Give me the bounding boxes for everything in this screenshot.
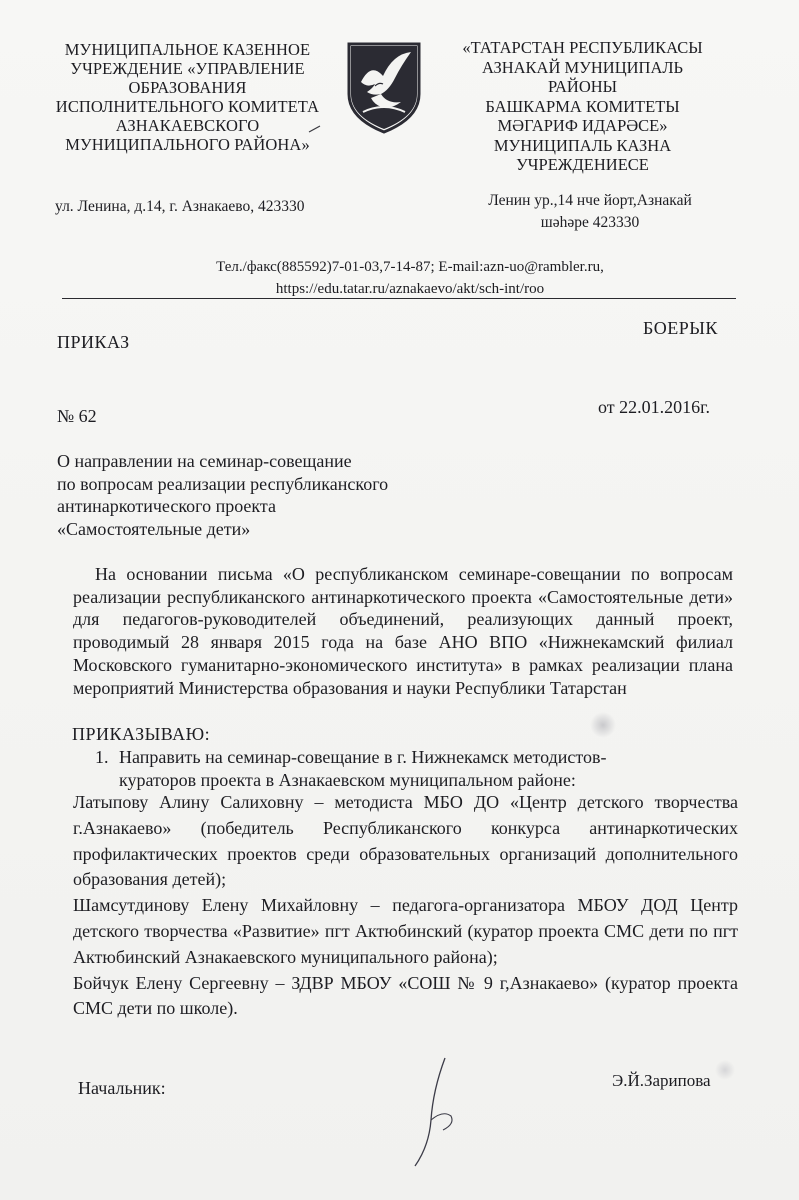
handwritten-signature (385, 1050, 495, 1170)
item-text-continued: кураторов проекта в Азнакаевском муниципальном районе: (119, 769, 576, 790)
header-right-line: «ТАТАРСТАН РЕСПУБЛИКАСЫ (462, 38, 703, 57)
address-right-line: шәһәре 423330 (540, 214, 640, 231)
address-left: ул. Ленина, д.14, г. Азнакаево, 423330 (55, 198, 305, 215)
order-basis-paragraph (73, 563, 733, 699)
header-divider (62, 298, 736, 299)
item-first-line (95, 746, 735, 769)
subject-line: по вопросам реализации республиканского (57, 473, 389, 494)
header-left-line: ИСПОЛНИТЕЛЬНОГО КОМИТЕТА (55, 97, 320, 116)
order-number: № 62 (57, 406, 97, 426)
order-title-tatar: БОЕРЫК (643, 318, 718, 338)
contact-info (150, 256, 670, 300)
person-entry: Латыпову Алину Салиховну – методиста МБО ДО «Центр детского творчества г.Азнакаево» (победитель Республиканского конкурса антинаркотических профилактических проектов среди образовательных организаций дополнительного образования детей); (73, 792, 738, 890)
contact-website: https://edu.tatar.ru/aznakaevo/akt/sch-int/roo (275, 281, 545, 297)
contact-phone-email: Тел./факс(885592)7-01-03,7-14-87; E-mail:azn-uo@rambler.ru, (216, 259, 604, 275)
address-right-line: Ленин ур.,14 нче йорт,Азнакай (488, 192, 692, 209)
person-entry: Шамсутдинову Елену Михайловну – педагога-организатора МБОУ ДОД Центр детского творчества «Развитие» пгт Актюбинский (куратор проекта СМС дети по пгт Актюбинский Азнакаевского муниципального района); (73, 895, 738, 967)
header-right-line: РАЙОНЫ (547, 77, 618, 96)
order-date: от 22.01.2016г. (598, 397, 710, 417)
header-left-line: МУНИЦИПАЛЬНОЕ КАЗЕННОЕ (64, 40, 311, 59)
subject-line: «Самостоятельные дети» (57, 518, 251, 539)
item-text: Направить на семинар-совещание в г. Нижнекамск методистов- (119, 747, 607, 767)
item-number: 1. (95, 747, 109, 767)
header-right-org-name (450, 38, 715, 175)
order-subject (57, 450, 437, 540)
order-item-1 (95, 746, 735, 791)
basis-text: На основании письма «О республиканском семинаре-совещании по вопросам реализации республиканского антинаркотического проекта «Самостоятельные дети» для педагогов-руководителей объединений, реализующих данный проект, проводимый 28 января 2015 года на базе АНО ВПО «Нижнекамский филиал Московского гуманитарно-экономического института» в рамках реализации плана мероприятий Министерства образования и науки Республики Татарстан (73, 564, 733, 698)
header-left-line: ОБРАЗОВАНИЯ (128, 78, 247, 97)
address-right (470, 190, 710, 234)
header-right-line: УЧРЕЖДЕНИЕСЕ (516, 155, 649, 174)
signatory-position: Начальник: (78, 1078, 166, 1098)
coat-of-arms-emblem (345, 42, 423, 134)
subject-line: О направлении на семинар-совещание (57, 451, 352, 471)
header-left-line: УЧРЕЖДЕНИЕ «УПРАВЛЕНИЕ (70, 59, 305, 78)
subject-line: антинаркотического проекта (57, 496, 277, 516)
order-title-russian: ПРИКАЗ (57, 332, 130, 352)
header-right-line: АЗНАКАЙ МУНИЦИПАЛЬ (481, 57, 684, 77)
header-right-line: БАШКАРМА КОМИТЕТЫ (485, 96, 680, 116)
header-left-line: АЗНАКАЕВСКОГО (115, 116, 260, 135)
order-command: ПРИКАЗЫВАЮ: (72, 724, 211, 744)
header-right-line: МУНИЦИПАЛЬ КАЗНА (493, 135, 672, 155)
scan-smudge (715, 1060, 735, 1080)
persons-list (73, 790, 738, 1022)
header-left-line: МУНИЦИПАЛЬНОГО РАЙОНА» (65, 135, 310, 154)
person-entry: Бойчук Елену Сергеевну – ЗДВР МБОУ «СОШ № 9 г,Азнакаево» (куратор проекта СМС дети по школе). (73, 972, 738, 1019)
signatory-name: Э.Й.Зарипова (612, 1071, 711, 1090)
header-left-org-name (50, 40, 325, 154)
scan-smudge (590, 712, 616, 738)
pen-mark (308, 125, 322, 133)
header-right-line: МӘГАРИФ ИДАРӘСЕ» (497, 116, 668, 135)
